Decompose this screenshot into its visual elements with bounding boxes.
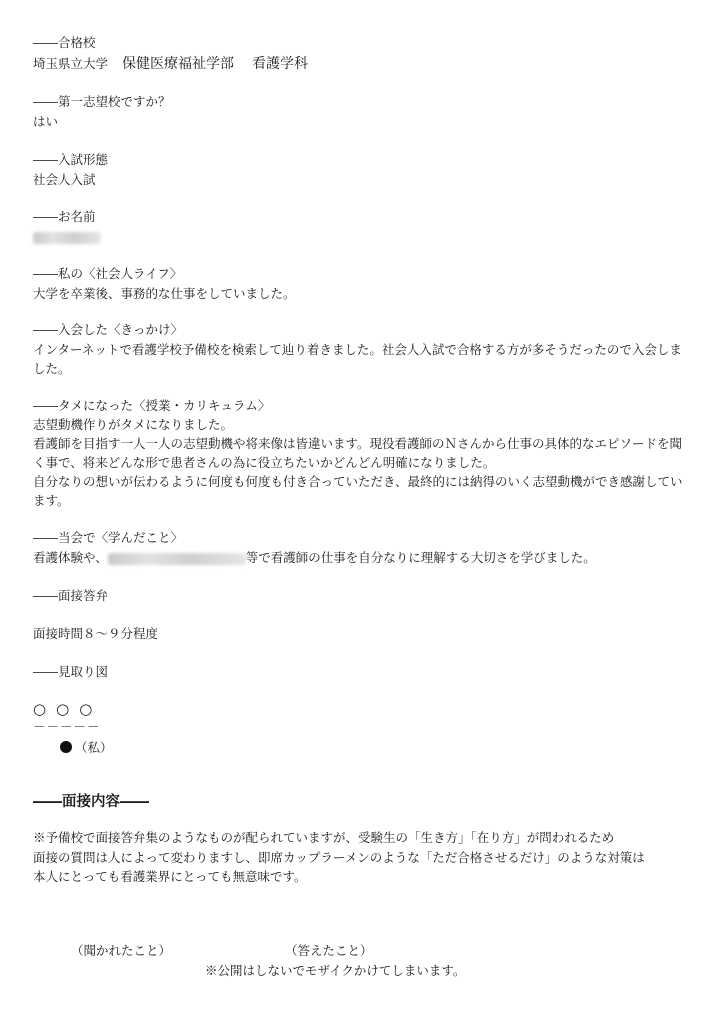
seating-me [60, 738, 113, 757]
useful-label: ――タメになった〈授業・カリキュラム〉 [33, 398, 271, 413]
learned-text [33, 548, 596, 567]
trigger-text: インターネットで看護学校予備校を検索して辿り着きました。社会人入試で合格する方が多そうだったので入会しました。 [33, 342, 682, 376]
seat-circle-icon: ○ [56, 700, 70, 718]
redacted-name [33, 232, 101, 244]
school-label: ――合格校 [33, 35, 96, 50]
name-blurred [33, 227, 101, 246]
seating-me-label: （私） [75, 740, 113, 755]
interview-time: 面接時間８～９分程度 [33, 626, 159, 641]
life-label: ――私の〈社会人ライフ〉 [33, 266, 183, 281]
useful-line-3: 自分なりの想いが伝わるように何度も何度も付き合っていただき、最終的には納得のいく志望動機ができ感謝しています。 [33, 474, 683, 508]
seat-circle-icon: ○ [79, 700, 93, 718]
useful-line-2: 看護師を目指す一人一人の志望動機や将来像は皆違います。現役看護師のＮさんから仕事の具体的なエピソードを聞く事で、将来どんな形で患者さんの為に役立ちたいかどんどん明確になりました。 [33, 436, 683, 470]
mosaic-note: ※公開はしないでモザイクかけてしまいます。 [205, 963, 466, 978]
learned-prefix: 看護体験や、 [33, 550, 108, 565]
first-choice-label: ――第一志望校ですか？ [33, 94, 171, 109]
interview-content-line-3: 本人にとっても看護業界にとっても無意味です。 [33, 869, 307, 884]
department-name: 看護学科 [251, 56, 308, 72]
trigger-label: ――入会した〈きっかけ〉 [33, 322, 184, 337]
asked-label: （聞かれたこと） [71, 943, 172, 958]
seat-circle-icon: ○ [33, 700, 47, 718]
redacted-term [108, 553, 246, 565]
interview-answers-label: ――面接答弁 [33, 588, 109, 603]
school-value [33, 54, 308, 74]
seating-label: ――見取り図 [33, 664, 109, 679]
faculty-name: 保健医療福祉学部 [122, 56, 234, 72]
my-seat-dot-icon [60, 741, 72, 753]
answered-label: （答えたこと） [285, 943, 373, 958]
interview-content-heading: ――面接内容―― [33, 794, 149, 810]
useful-line-1: 志望動機作りがタメになりました。 [33, 417, 234, 432]
exam-type-label: ――入試形態 [33, 152, 109, 167]
exam-type-answer: 社会人入試 [33, 172, 96, 187]
seating-divider: －－－－－ [33, 719, 101, 734]
life-text: 大学を卒業後、事務的な仕事をしていました。 [33, 286, 296, 301]
first-choice-answer: はい [33, 114, 59, 129]
interview-content-line-2: 面接の質問は人によって変わりますし、即席カップラーメンのような「ただ合格させるだけ」のような対策は [33, 850, 645, 865]
university-name: 埼玉県立大学 [33, 56, 109, 71]
learned-suffix: 等で看護師の仕事を自分なりに理解する大切さを学びました。 [245, 550, 596, 565]
interview-content-line-1: ※予備校で面接答弁集のようなものが配られていますが、受験生の「生き方」「在り方」が問われるため [33, 830, 615, 845]
name-label: ――お名前 [33, 209, 96, 224]
learned-label: ――当会で〈学んだこと〉 [33, 530, 184, 545]
